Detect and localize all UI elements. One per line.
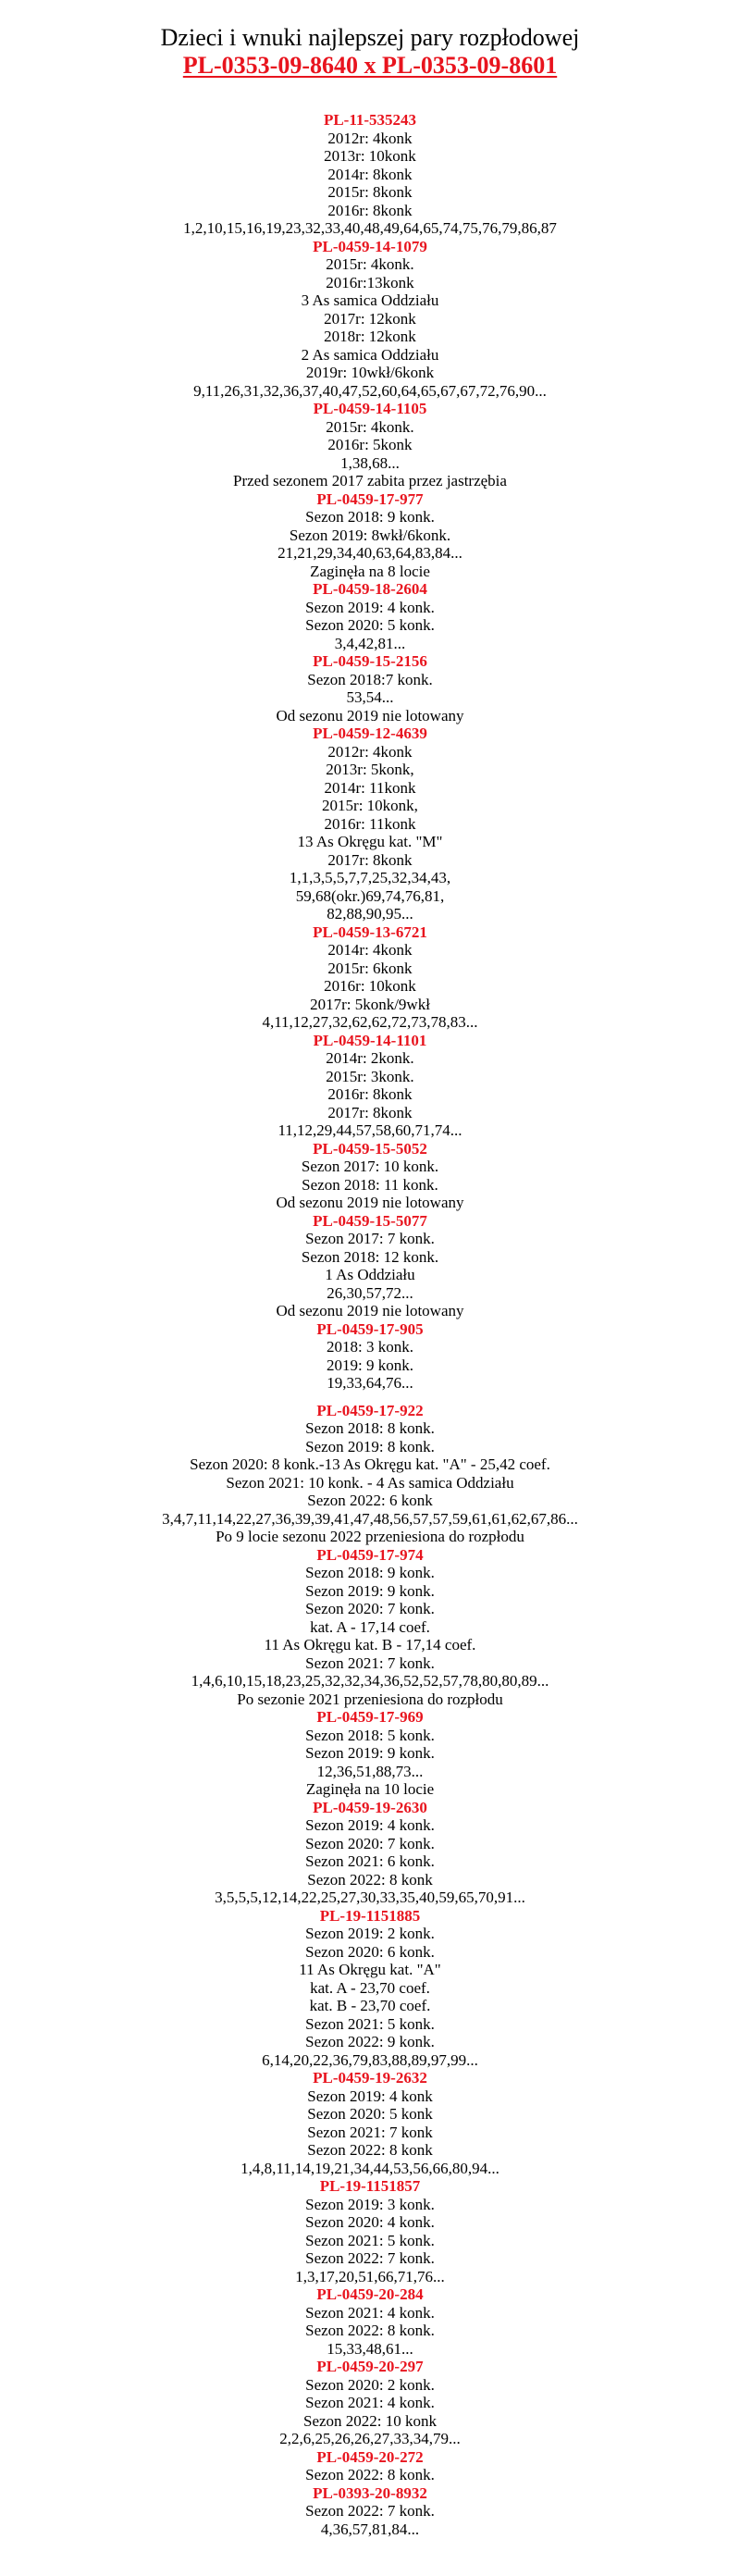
pigeon-entry [0, 2484, 740, 2539]
pigeon-result-line: Sezon 2022: 9 konk. [305, 2033, 435, 2050]
pigeon-ring-number: PL-0459-19-2632 [313, 2069, 427, 2087]
pigeon-result-line: 2018r: 12konk [324, 328, 416, 345]
pigeon-entry [0, 1212, 740, 1320]
pigeon-ring-number: PL-0459-15-5077 [313, 1211, 427, 1230]
pigeon-result-line: 2015r: 3konk. [326, 1067, 414, 1085]
pigeon-result-line: Sezon 2020: 5 konk. [305, 616, 435, 634]
pigeon-result-line: 3,4,42,81... [334, 634, 406, 652]
pigeon-entry [0, 490, 740, 581]
pigeon-result-line: Sezon 2019: 2 konk. [305, 1925, 435, 1942]
pigeon-result-line: 2016r: 10konk [324, 977, 416, 995]
pigeon-ring-number: PL-0393-20-8932 [313, 2483, 427, 2502]
pigeon-result-line: Sezon 2021: 4 konk. [305, 2303, 435, 2322]
pigeon-entry [0, 1402, 740, 1546]
pigeon-result-line: Sezon 2018: 12 konk. [301, 1247, 439, 1266]
pigeon-result-line: 1,3,17,20,51,66,71,76... [295, 2267, 445, 2285]
pigeon-result-line: Sezon 2019: 9 konk. [305, 1744, 435, 1762]
pigeon-result-line: Sezon 2022: 7 konk. [305, 2249, 435, 2267]
pigeon-result-line: Sezon 2020: 5 konk [307, 2105, 433, 2123]
pigeon-result-line: Sezon 2021: 6 konk. [305, 1852, 435, 1870]
pigeon-result-line: 2015r: 8konk [327, 183, 413, 201]
pigeon-result-line: 11 As Okręgu kat. "A" [299, 1961, 441, 1978]
pigeon-result-line: Sezon 2021: 5 konk. [305, 2014, 435, 2033]
pigeon-result-line: Sezon 2019: 4 konk [307, 2087, 433, 2105]
pigeon-result-line: Sezon 2018: 9 konk. [305, 508, 435, 526]
pigeon-result-line: 2014r: 2konk. [326, 1049, 414, 1067]
pigeon-result-line: 1 As Oddziału [325, 1266, 415, 1283]
pigeon-result-line: Sezon 2021: 10 konk. - 4 As samica Oddziału [226, 1473, 514, 1492]
pigeon-result-line: Przed sezonem 2017 zabita przez jastrzębia [233, 472, 507, 489]
pigeon-result-line: 2019r: 10wkł/6konk [305, 364, 435, 381]
pigeon-result-line: 2015r: 4konk. [326, 255, 414, 273]
pigeon-ring-number: PL-0459-17-969 [316, 1708, 424, 1726]
pigeon-result-line: Zaginęła na 8 locie [310, 562, 430, 580]
pigeon-result-line: 3,5,5,5,12,14,22,25,27,30,33,35,40,59,65,70,91... [215, 1889, 525, 1906]
pigeon-result-line: Sezon 2021: 4 konk. [305, 2394, 435, 2411]
pigeon-entry [0, 400, 740, 490]
pigeon-result-line: Sezon 2022: 8 konk. [305, 2322, 435, 2339]
pigeon-entry [0, 923, 740, 1032]
pigeon-result-line: 2017r: 12konk [324, 309, 416, 328]
pigeon-result-line: 2016r: 11konk [324, 814, 416, 833]
pigeon-ring-number: PL-0459-14-1105 [313, 400, 427, 417]
pigeon-entry [0, 2069, 740, 2177]
pigeon-result-line: 2014r: 4konk [327, 941, 413, 959]
pigeon-result-line: Od sezonu 2019 nie lotowany [276, 706, 464, 724]
pigeon-result-line: Sezon 2018: 8 konk. [305, 1419, 435, 1437]
pigeon-result-line: 2016r: 5konk [327, 436, 413, 453]
pigeon-result-line: Sezon 2018: 5 konk. [305, 1726, 435, 1744]
pigeon-result-line: 9,11,26,31,32,36,37,40,47,52,60,64,65,67,67,72,76,90... [193, 381, 547, 400]
pigeon-result-line: 4,11,12,27,32,62,62,72,73,78,83... [262, 1013, 478, 1031]
pigeon-entry [0, 1799, 740, 1907]
pigeon-entry [0, 238, 740, 401]
pigeon-result-line: 2013r: 5konk, [326, 761, 414, 778]
pigeon-result-line: 82,88,90,95... [327, 905, 413, 923]
pigeon-result-line: Sezon 2019: 9 konk. [305, 1581, 435, 1600]
pigeon-entry [0, 1032, 740, 1140]
pigeon-result-line: kat. A - 17,14 coef. [310, 1617, 430, 1636]
pigeon-result-line: Sezon 2019: 4 konk. [305, 598, 435, 616]
pigeon-result-line: Sezon 2019: 4 konk. [305, 1816, 435, 1834]
pigeon-ring-number: PL-0459-20-297 [316, 2358, 424, 2375]
pigeon-result-line: 21,21,29,34,40,63,64,83,84... [278, 544, 462, 562]
pigeon-entry [0, 2285, 740, 2358]
pigeon-result-line: 2016r: 8konk [327, 201, 413, 219]
pigeon-ring-number: PL-0459-19-2630 [313, 1798, 427, 1816]
pigeon-result-line: Od sezonu 2019 nie lotowany [276, 1302, 464, 1319]
pigeon-result-line: 3 As samica Oddziału [301, 291, 439, 309]
pigeon-entry [0, 1140, 740, 1212]
pigeon-result-line: kat. A - 23,70 coef. [310, 1978, 430, 1997]
pigeon-list [0, 111, 740, 2538]
pigeon-entry [0, 1708, 740, 1799]
pigeon-entry [0, 1320, 740, 1393]
pigeon-entry [0, 724, 740, 923]
pigeon-result-line: Sezon 2017: 10 konk. [301, 1158, 439, 1175]
pigeon-result-line: 13 As Okręgu kat. "M" [297, 833, 443, 850]
pigeon-entry [0, 2177, 740, 2285]
pigeon-result-line: Sezon 2018: 11 konk. [302, 1175, 438, 1194]
pigeon-result-line: Sezon 2017: 7 konk. [305, 1230, 435, 1247]
pigeon-result-line: 2014r: 11konk [324, 778, 416, 797]
pigeon-result-line: 2018: 3 konk. [327, 1338, 413, 1356]
pigeon-entry [0, 2448, 740, 2484]
pigeon-result-line: Sezon 2018: 9 konk. [305, 1564, 435, 1581]
pigeon-ring-number: PL-0459-18-2604 [313, 580, 427, 598]
pigeon-result-line: 1,1,3,5,5,7,7,25,32,34,43, [289, 869, 451, 886]
pigeon-result-line: Sezon 2022: 7 konk. [305, 2502, 435, 2520]
pigeon-result-line: 2012r: 4konk [327, 129, 413, 147]
pigeon-result-line: 2015r: 10konk, [322, 797, 418, 814]
breeding-pair-subtitle: PL-0353-09-8640 x PL-0353-09-8601 [182, 52, 558, 79]
pigeon-result-line: Sezon 2022: 8 konk. [305, 2466, 435, 2483]
pigeon-result-line: 1,4,8,11,14,19,21,34,44,53,56,66,80,94... [240, 2159, 500, 2177]
pigeon-result-line: Po sezonie 2021 przeniesiona do rozpłodu [237, 1690, 503, 1708]
pigeon-result-line: Sezon 2020: 7 konk. [305, 1600, 435, 1617]
pigeon-ring-number: PL-11-535243 [323, 111, 417, 129]
pigeon-ring-number: PL-0459-17-974 [316, 1545, 424, 1564]
pigeon-result-line: Sezon 2022: 6 konk [307, 1492, 433, 1509]
pigeon-ring-number: PL-0459-17-977 [316, 489, 424, 508]
pigeon-result-line: 19,33,64,76... [327, 1374, 413, 1392]
pigeon-result-line: Sezon 2019: 8wkł/6konk. [289, 526, 451, 544]
pigeon-result-line: 2019: 9 konk. [327, 1356, 413, 1374]
pigeon-result-line: 2,2,6,25,26,26,27,33,34,79... [279, 2430, 461, 2447]
pigeon-result-line: Sezon 2021: 7 konk [307, 2123, 433, 2141]
pigeon-ring-number: PL-0459-12-4639 [313, 724, 427, 742]
pigeon-result-line: Sezon 2022: 10 konk [302, 2411, 438, 2430]
pigeon-entry [0, 580, 740, 652]
pigeon-result-line: 1,2,10,15,16,19,23,32,33,40,48,49,64,65,74,75,76,79,86,87 [183, 219, 557, 237]
pigeon-result-line: kat. B - 23,70 coef. [309, 1997, 431, 2014]
pigeon-ring-number: PL-0459-15-5052 [313, 1139, 427, 1158]
pigeon-ring-number: PL-0459-14-1079 [313, 237, 427, 255]
pigeon-result-line: 2016r: 8konk [327, 1085, 413, 1103]
pigeon-result-line: 2016r:13konk [326, 273, 414, 291]
pigeon-result-line: 2014r: 8konk [327, 165, 413, 183]
pigeon-result-line: 2015r: 4konk. [326, 417, 414, 436]
pigeon-result-line: 6,14,20,22,36,79,83,88,89,97,99... [262, 2050, 478, 2069]
pigeon-result-line: Sezon 2020: 6 konk. [305, 1942, 435, 1961]
pigeon-entry [0, 1907, 740, 2070]
pigeon-result-line: Sezon 2019: 3 konk. [305, 2195, 435, 2213]
pigeon-result-line: Sezon 2020: 8 konk.-13 As Okręgu kat. "A" - 25,42 coef. [190, 1455, 550, 1473]
pigeon-result-line: 11,12,29,44,57,58,60,71,74... [278, 1121, 462, 1139]
pigeon-ring-number: PL-0459-15-2156 [313, 652, 427, 670]
pigeon-ring-number: PL-0459-20-272 [316, 2447, 424, 2466]
pigeon-result-line: Sezon 2022: 8 konk [307, 1870, 433, 1889]
pigeon-result-line: 11 As Okręgu kat. B - 17,14 coef. [264, 1636, 476, 1653]
pigeon-ring-number: PL-19-1151885 [319, 1906, 421, 1925]
pigeon-ring-number: PL-0459-17-922 [316, 1401, 424, 1419]
pigeon-result-line: 4,36,57,81,84... [320, 2520, 420, 2538]
pigeon-result-line: 15,33,48,61... [327, 2339, 413, 2358]
pigeon-result-line: Sezon 2018:7 konk. [307, 670, 433, 688]
pigeon-ring-number: PL-0459-17-905 [316, 1319, 424, 1338]
pigeon-ring-number: PL-0459-20-284 [316, 2285, 424, 2303]
pigeon-result-line: 2017r: 8konk [327, 1103, 413, 1121]
pigeon-entry [0, 652, 740, 724]
pigeon-result-line: 2013r: 10konk [324, 147, 416, 165]
pigeon-ring-number: PL-19-1151857 [319, 2177, 421, 2195]
pigeon-result-line: Sezon 2020: 4 konk. [305, 2213, 435, 2231]
pigeon-result-line: Sezon 2022: 8 konk [307, 2141, 433, 2159]
pigeon-entry [0, 2358, 740, 2448]
pigeon-result-line: Sezon 2020: 7 konk. [305, 1834, 435, 1852]
pigeon-result-line: 2012r: 4konk [327, 742, 413, 761]
pigeon-result-line: 1,4,6,10,15,18,23,25,32,32,34,36,52,52,57,78,80,80,89... [191, 1672, 549, 1690]
pigeon-ring-number: PL-0459-13-6721 [313, 923, 427, 941]
pigeon-result-line: Sezon 2019: 8 konk. [305, 1437, 435, 1455]
pigeon-result-line: 2015r: 6konk [327, 959, 413, 977]
pigeon-result-line: Od sezonu 2019 nie lotowany [276, 1194, 464, 1211]
pigeon-entry [0, 111, 740, 238]
pigeon-result-line: 26,30,57,72... [327, 1283, 413, 1302]
pigeon-result-line: 2017r: 8konk [327, 850, 413, 869]
pigeon-entry [0, 1546, 740, 1709]
pigeon-result-line: 1,38,68... [340, 453, 400, 472]
page-title: Dzieci i wnuki najlepszej pary rozpłodowej [160, 24, 580, 51]
pigeon-ring-number: PL-0459-14-1101 [313, 1031, 427, 1049]
pigeon-result-line: Sezon 2021: 7 konk. [305, 1653, 435, 1672]
pigeon-result-line: Sezon 2020: 2 konk. [305, 2375, 435, 2394]
pigeon-result-line: 3,4,7,11,14,22,27,36,39,39,41,47,48,56,57,57,59,61,61,62,67,86... [162, 1509, 578, 1528]
pigeon-result-line: 2017r: 5konk/9wkł [310, 995, 430, 1013]
pigeon-result-line: 59,68(okr.)69,74,76,81, [295, 886, 445, 905]
pigeon-result-line: 12,36,51,88,73... [316, 1762, 424, 1780]
pigeon-result-line: 53,54... [346, 688, 394, 706]
pigeon-result-line: 2 As samica Oddziału [301, 345, 439, 364]
pigeon-result-line: Zaginęła na 10 locie [305, 1780, 435, 1798]
pigeon-result-line: Sezon 2021: 5 konk. [305, 2231, 435, 2249]
pigeon-result-line: Po 9 locie sezonu 2022 przeniesiona do rozpłodu [216, 1528, 524, 1545]
